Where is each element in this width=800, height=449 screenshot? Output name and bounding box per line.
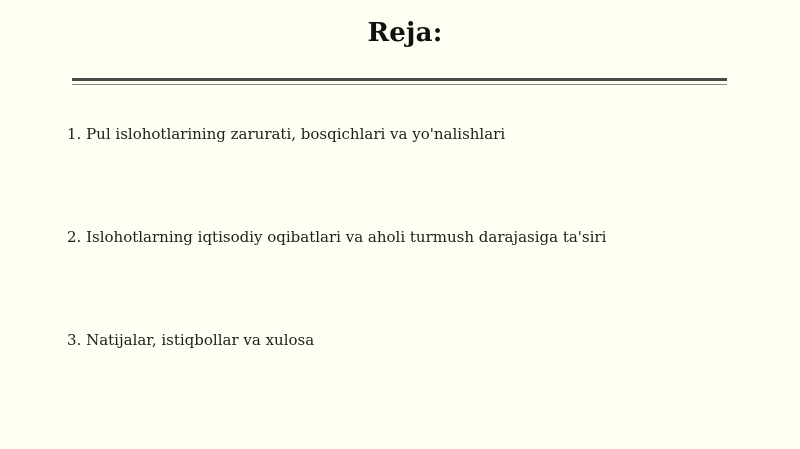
plan-item-2: 2. Islohotlarning iqtisodiy oqibatlari va aholi turmush darajasiga ta'siri: [67, 228, 607, 246]
title-divider-thick: [72, 78, 727, 81]
plan-item-1: 1. Pul islohotlarining zarurati, bosqichlari va yo'nalishlari: [67, 125, 506, 143]
plan-item-3: 3. Natijalar, istiqbollar va xulosa: [67, 331, 315, 349]
slide-title: Reja:: [367, 18, 443, 48]
title-divider-thin: [72, 84, 727, 85]
